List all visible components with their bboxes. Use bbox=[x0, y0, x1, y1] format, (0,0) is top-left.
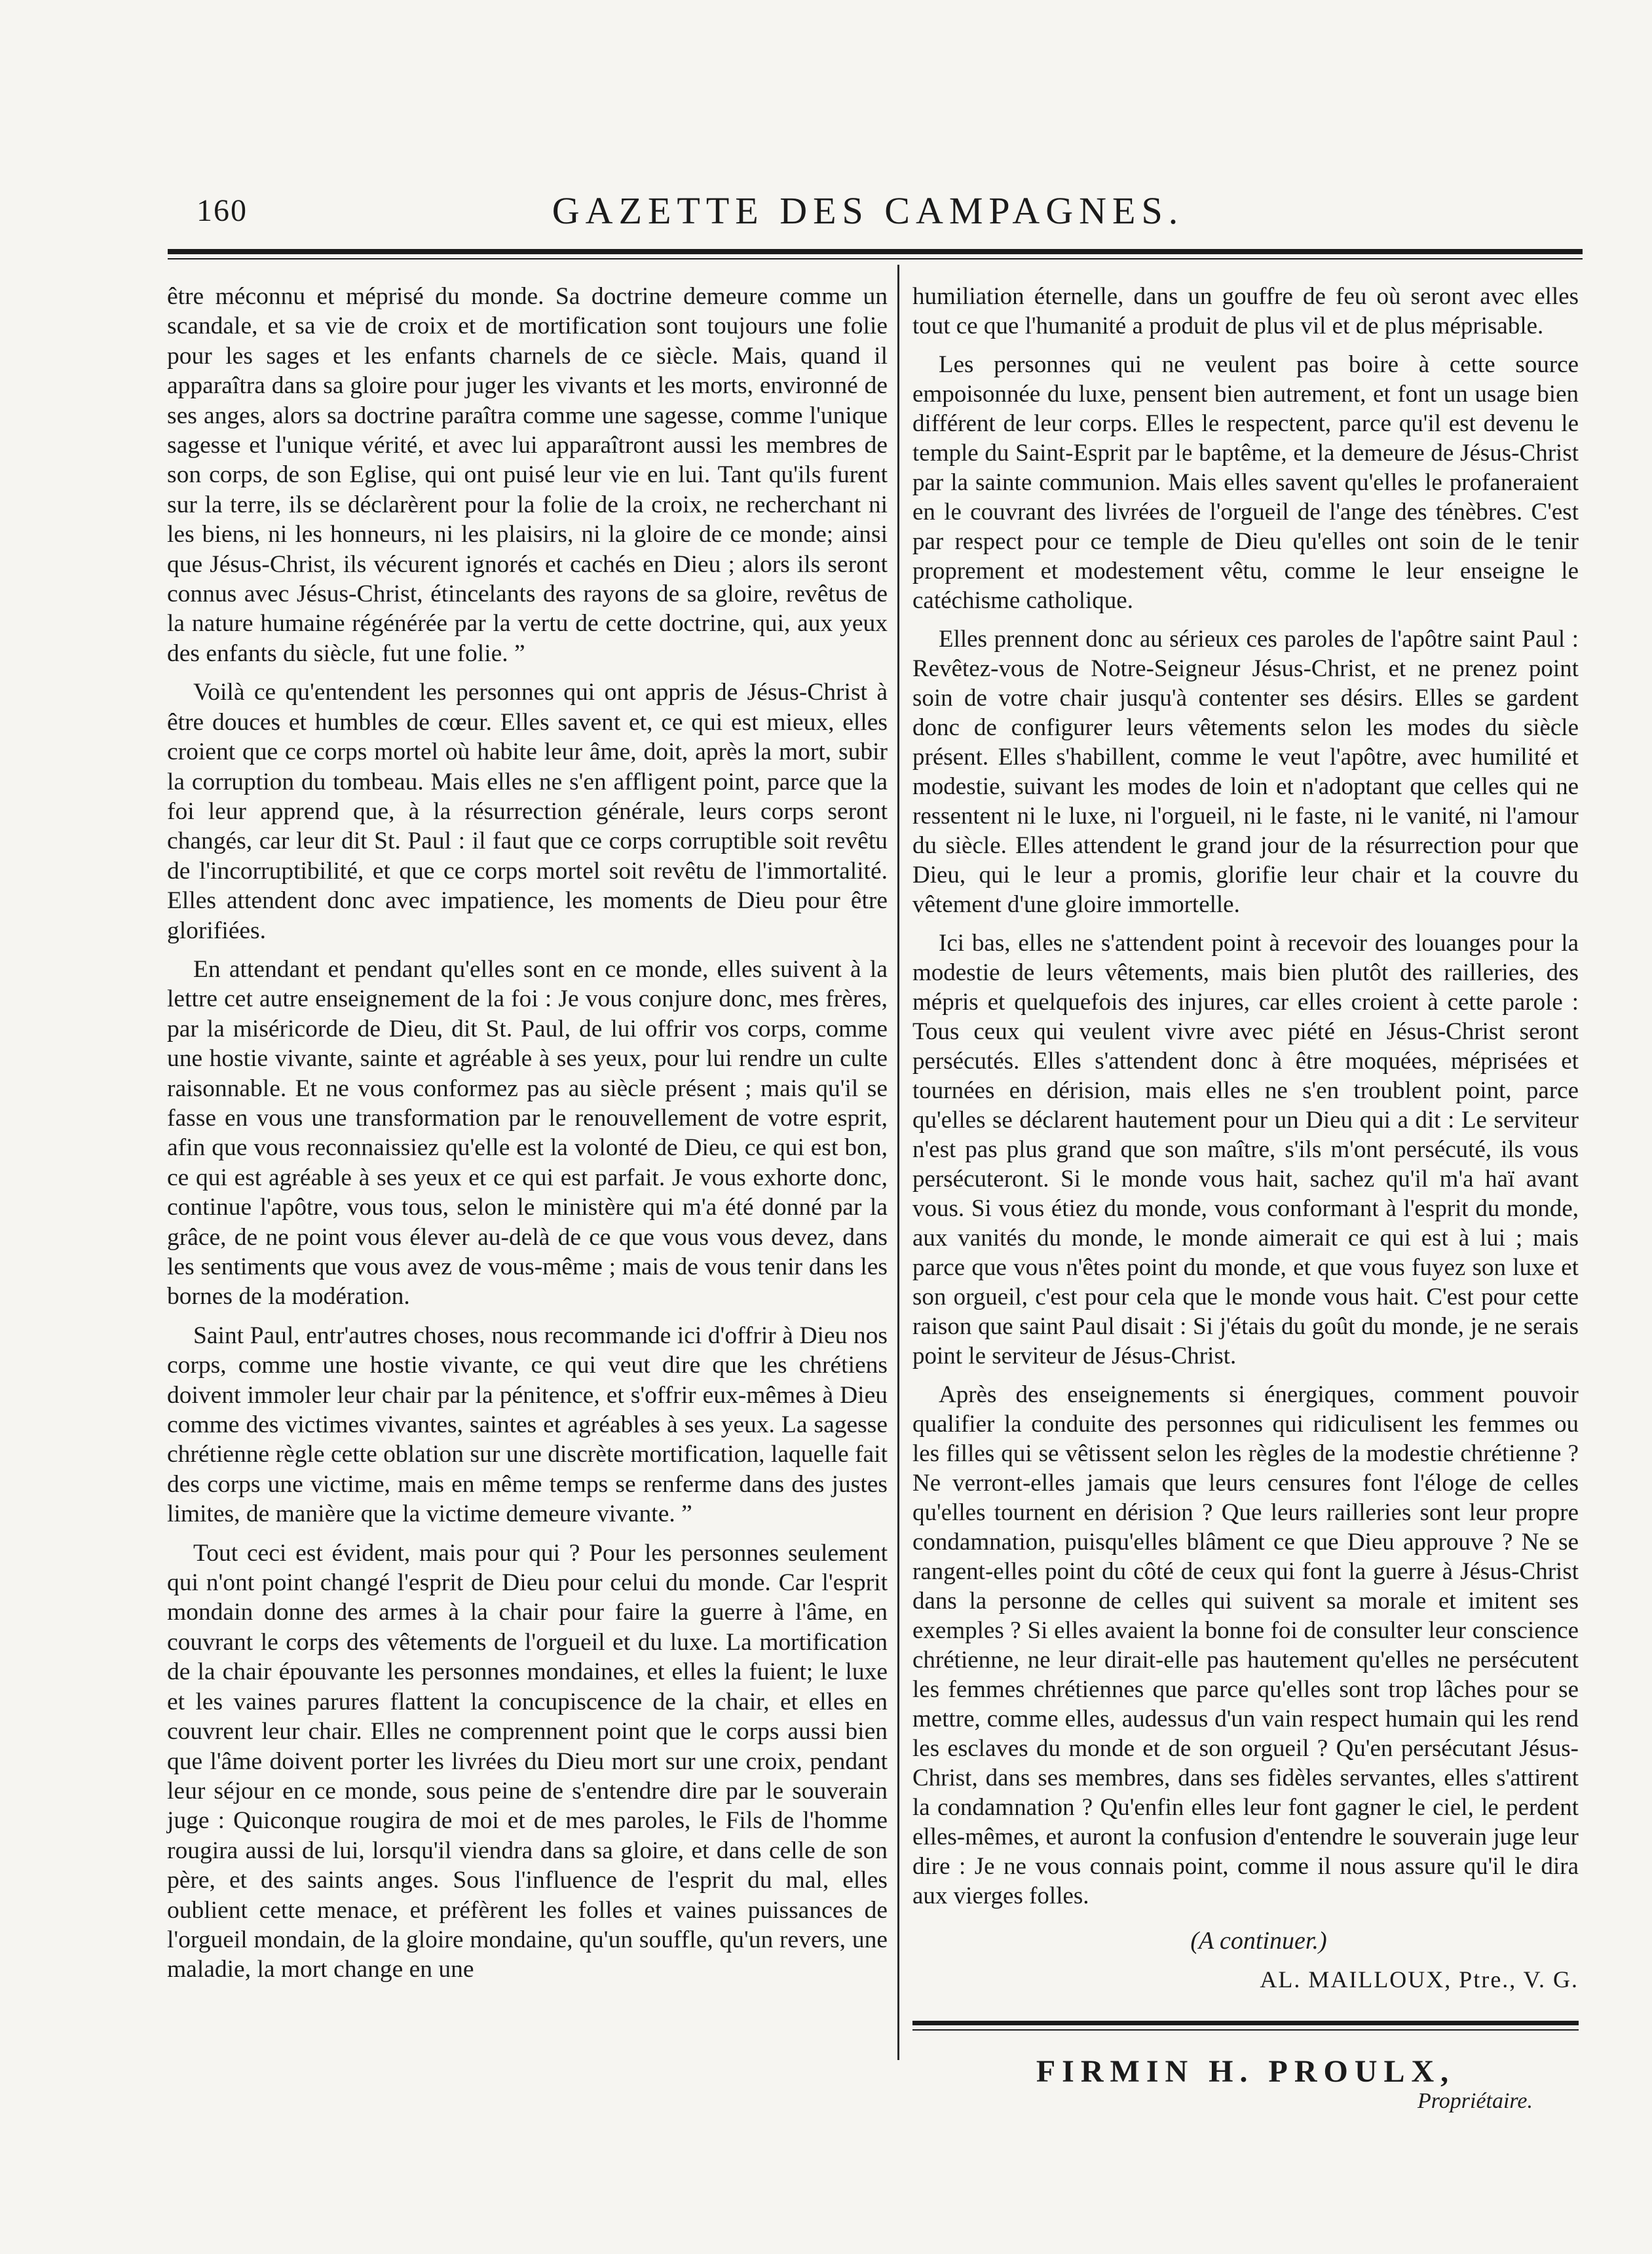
header-rule bbox=[168, 249, 1583, 254]
author-signature: AL. MAILLOUX, Ptre., V. G. bbox=[1260, 1966, 1579, 1993]
paragraph: humiliation éternelle, dans un gouffre de feu où seront avec elles tout ce que l'humanité a produit de plus vil et de plus méprisable. bbox=[912, 283, 1579, 339]
to-be-continued: (A continuer.) bbox=[1190, 1927, 1327, 1955]
proprietor-name: FIRMIN H. PROULX, bbox=[1036, 2054, 1455, 2089]
page-header bbox=[157, 189, 1579, 241]
page-number: 160 bbox=[197, 193, 248, 228]
header-rule-thin bbox=[168, 258, 1583, 259]
paragraph: Voilà ce qu'entendent les personnes qui ont appris de Jésus-Christ à être douces et humbles de cœur. Elles savent et, ce qui est mieux, elles croient que ce corps mortel où habite leur âme, doit, après la mort, subir la corruption du tombeau. Mais elles ne s'en affligent point, parce que la foi leur apprend que, à la résurrection générale, leurs corps seront changés, car leur dit St. Paul : il faut que ce corps corruptible soit revêtu de l'incorruptibilité, et que ce corps mortel soit revêtu de l'immortalité. Elles attendent donc avec impatience, les moments de Dieu pour être glorifiées. bbox=[167, 679, 888, 944]
right-column bbox=[912, 282, 1579, 2116]
left-column bbox=[167, 282, 888, 1994]
paragraph: Elles prennent donc au sérieux ces paroles de l'apôtre saint Paul : Revêtez-vous de Notre-Seigneur Jésus-Christ, et ne prenez point soin de votre chair jusqu'à contenter ses désirs. Elles se gardent donc de configurer leurs vêtements selon les modes du siècle présent. Elles s'habillent, comme le veut l'apôtre, avec humilité et modestie, suivant les modes de loin et n'adoptant que celles qui ne ressentent ni le luxe, ni l'orgueil, ni le faste, ni le vanité, ni l'amour du siècle. Elles attendent le grand jour de la résurrection pour que Dieu, qui le leur a promis, glorifie leur chair et la couvre du vêtement d'une gloire immortelle. bbox=[912, 626, 1579, 918]
paragraph: En attendant et pendant qu'elles sont en ce monde, elles suivent à la lettre cet autre enseignement de la foi : Je vous conjure donc, mes frères, par la miséricorde de Dieu, dit St. Paul, de lui offrir vos corps, comme une hostie vivante, sainte et agréable à ses yeux, pour lui rendre un culte raisonnable. Et ne vous conformez pas au siècle présent ; mais qu'il se fasse en vous une transformation par le renouvellement de votre esprit, afin que vous reconnaissiez qu'elle est la volonté de Dieu, ce qui est bon, ce qui est agréable à ses yeux et ce qui est parfait. Je vous exhorte donc, continue l'apôtre, vous tous, selon le ministère qui m'a été donné par la grâce, de ne point vous élever au-delà de ce que vous vous devez, dans les sentiments que vous avez de vous-même ; mais de vous tenir dans les bornes de la modération. bbox=[167, 955, 888, 1310]
paragraph: Les personnes qui ne veulent pas boire à cette source empoisonnée du luxe, pensent bien autrement, et font un usage bien différent de leur corps. Elles le respectent, parce qu'il est devenu le temple du Saint-Esprit par le baptême, et la demeure de Jésus-Christ par la sainte communion. Mais elles savent qu'elles le profaneraient en le couvrant des livrées de l'orgueil de l'ange des ténèbres. C'est par respect pour ce temple de Dieu qu'elles ont soin de le tenir proprement et modestement vêtu, comme le leur enseigne le catéchisme catholique. bbox=[912, 351, 1579, 614]
footer-rule-thin bbox=[912, 2029, 1579, 2031]
paragraph: Tout ceci est évident, mais pour qui ? Pour les personnes seulement qui n'ont point changé l'esprit de Dieu pour celui du monde. Car l'esprit mondain donne des armes à la chair pour faire la guerre à l'âme, en couvrant le corps des vêtements de l'orgueil et du luxe. La mortification de la chair épouvante les personnes mondaines, et elles la fuient; le luxe et les vaines parures flattent la concupiscence de la chair, et elles en couvrent leur chair. Elles ne comprennent point que le corps aussi bien que l'âme doivent porter les livrées du Dieu mort sur une croix, pendant leur séjour en ce monde, sous peine de s'entendre dire par le souverain juge : Quiconque rougira de moi et de mes paroles, le Fils de l'homme rougira aussi de lui, lorsqu'il viendra dans sa gloire, et dans celle de son père, et des saints anges. Sous l'influence de l'esprit du mal, elles oublient cette menace, et préfèrent les folles et vaines puissances de l'orgueil mondain, de la gloire mondaine, qu'un souffle, qu'un revers, une maladie, la mort change en une bbox=[167, 1539, 888, 1983]
paragraph: être méconnu et méprisé du monde. Sa doctrine demeure comme un scandale, et sa vie de croix et de mortification sont toujours une folie pour les sages et les enfants charnels de ce siècle. Mais, quand il apparaîtra dans sa gloire pour juger les vivants et les morts, environné de ses anges, alors sa doctrine paraîtra comme une sagesse, comme l'unique sagesse et l'unique vérité, et avec lui apparaîtront aussi les membres de son corps, de son Eglise, qui ont puisé leur vie en lui. Tant qu'ils furent sur la terre, ils se déclarèrent pour la folie de la croix, ne recherchant ni les biens, ni les honneurs, ni les plaisirs, ni la gloire de ce monde; ainsi que Jésus-Christ, ils vécurent ignorés et cachés en Dieu ; alors ils seront connus avec Jésus-Christ, étincelants des rayons de sa gloire, revêtus de la nature humaine régénérée par la vertu de cette doctrine, qui, aux yeux des enfants du siècle, fut une folie. ” bbox=[167, 283, 888, 667]
signature-block bbox=[912, 1926, 1579, 1995]
proprietor-title: Propriétaire. bbox=[1417, 2089, 1533, 2113]
paragraph: Saint Paul, entr'autres choses, nous recommande ici d'offrir à Dieu nos corps, comme une hostie vivante, ce qui veut dire que les chrétiens doivent immoler leur chair par la pénitence, et s'offrir eux-mêmes à Dieu comme des victimes vivantes, saintes et agréables à ses yeux. La sagesse chrétienne règle cette oblation sur une discrète mortification, laquelle fait des corps une victime, mais en même temps se renferme dans des justes limites, de manière que la victime demeure vivante. ” bbox=[167, 1322, 888, 1528]
column-divider bbox=[897, 265, 899, 2060]
paragraph: Ici bas, elles ne s'attendent point à recevoir des louanges pour la modestie de leurs vêtements, mais bien plutôt des railleries, des mépris et quelquefois des injures, car elles croient à cette parole : Tous ceux qui veulent vivre avec piété en Jésus-Christ seront persécutés. Elles s'attendent donc à être moquées, méprisées et tournées en dérision, mais elles ne s'en troublent point, parce qu'elles se déclarent hautement pour un Dieu qui a dit : Le serviteur n'est pas plus grand que son maître, s'ils m'ont persécuté, ils vous persécuteront. Si le monde vous hait, sachez qu'il m'a haï avant vous. Si vous étiez du monde, vous conformant à l'esprit du monde, aux vanités du monde, le monde aimerait ce qui est à lui ; mais parce que vous n'êtes point du monde, et que vous fuyez son luxe et son orgueil, c'est pour cela que le monde vous hait. C'est pour cette raison que saint Paul disait : Si j'étais du goût du monde, je ne serais point le serviteur de Jésus-Christ. bbox=[912, 930, 1579, 1369]
journal-title: GAZETTE DES CAMPAGNES. bbox=[552, 189, 1184, 232]
footer-rule bbox=[912, 2021, 1579, 2025]
paragraph: Après des enseignements si énergiques, comment pouvoir qualifier la conduite des personnes qui ridiculisent les femmes ou les filles qui se vêtissent selon les règles de la modestie chrétienne ? Ne verront-elles jamais que leurs censures font l'éloge de celles qu'elles tournent en dérision ? Que leurs railleries sont leur propre condamnation, puisqu'elles blâment ce que Dieu approuve ? Ne se rangent-elles point du côté de ceux qui font la guerre à Jésus-Christ dans la personne de celles qui suivent sa morale et imitent ses exemples ? Si elles avaient la bonne foi de consulter leur conscience chrétienne, ne leur dirait-elle pas hautement qu'elles ne persécutent les femmes chrétiennes que parce qu'elles sont trop lâches pour se mettre, comme elles, audessus d'un vain respect humain qui les rend les esclaves du monde et de son orgueil ? Qu'en persécutant Jésus-Christ, dans ses membres, dans ses fidèles servantes, elles s'attirent la condamnation ? Qu'enfin elles leur font gagner le ciel, le perdent elles-mêmes, et auront la confusion d'entendre le souverain juge leur dire : Je ne vous connais point, comme il nous assure qu'il le dira aux vierges folles. bbox=[912, 1381, 1579, 1909]
